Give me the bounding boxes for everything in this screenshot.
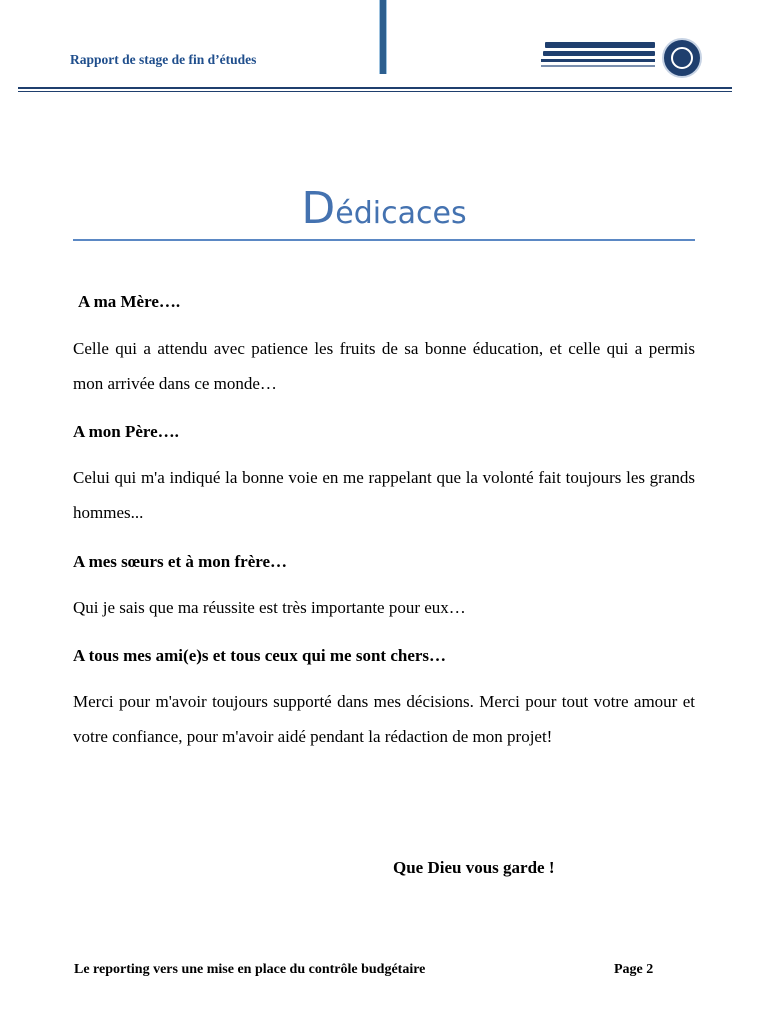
closing-line: Que Dieu vous garde ! — [393, 858, 555, 877]
footer-title: Le reporting vers une mise en place du contrôle budgétaire — [74, 962, 426, 977]
header-divider-bar — [379, 0, 387, 74]
school-logo — [537, 36, 707, 80]
dedication-heading-mother: A ma Mère…. — [78, 292, 181, 311]
dedication-heading-friends: A tous mes ami(e)s et tous ceux qui me sont chers… — [73, 646, 447, 665]
title-underline — [73, 239, 695, 241]
header-rule-thin — [18, 91, 732, 92]
dedication-text-friends: Merci pour m'avoir toujours supporté dans mes décisions. Merci pour tout votre amour et votre confiance, pour m'avoir aidé pendant la rédaction de mon projet! — [73, 692, 695, 746]
dedication-heading-siblings: A mes sœurs et à mon frère… — [73, 552, 288, 571]
dedication-text-mother: Celle qui a attendu avec patience les fruits de sa bonne éducation, et celle qui a permis mon arrivée dans ce monde… — [73, 339, 695, 393]
page-number: Page 2 — [614, 962, 654, 977]
dedication-text-siblings: Qui je sais que ma réussite est très importante pour eux… — [73, 598, 466, 617]
dedication-text-father: Celui qui m'a indiqué la bonne voie en me rappelant que la volonté fait toujours les grands hommes... — [73, 468, 695, 522]
logo-text-graphic — [537, 40, 659, 67]
page-title-initial: D — [301, 183, 336, 234]
logo-seal-icon — [662, 38, 702, 78]
page-title-rest: édicaces — [335, 196, 467, 231]
header-rule — [18, 87, 732, 89]
header-title: Rapport de stage de fin d’études — [70, 52, 257, 67]
page-title — [0, 183, 768, 234]
dedication-heading-father: A mon Père…. — [73, 422, 179, 441]
